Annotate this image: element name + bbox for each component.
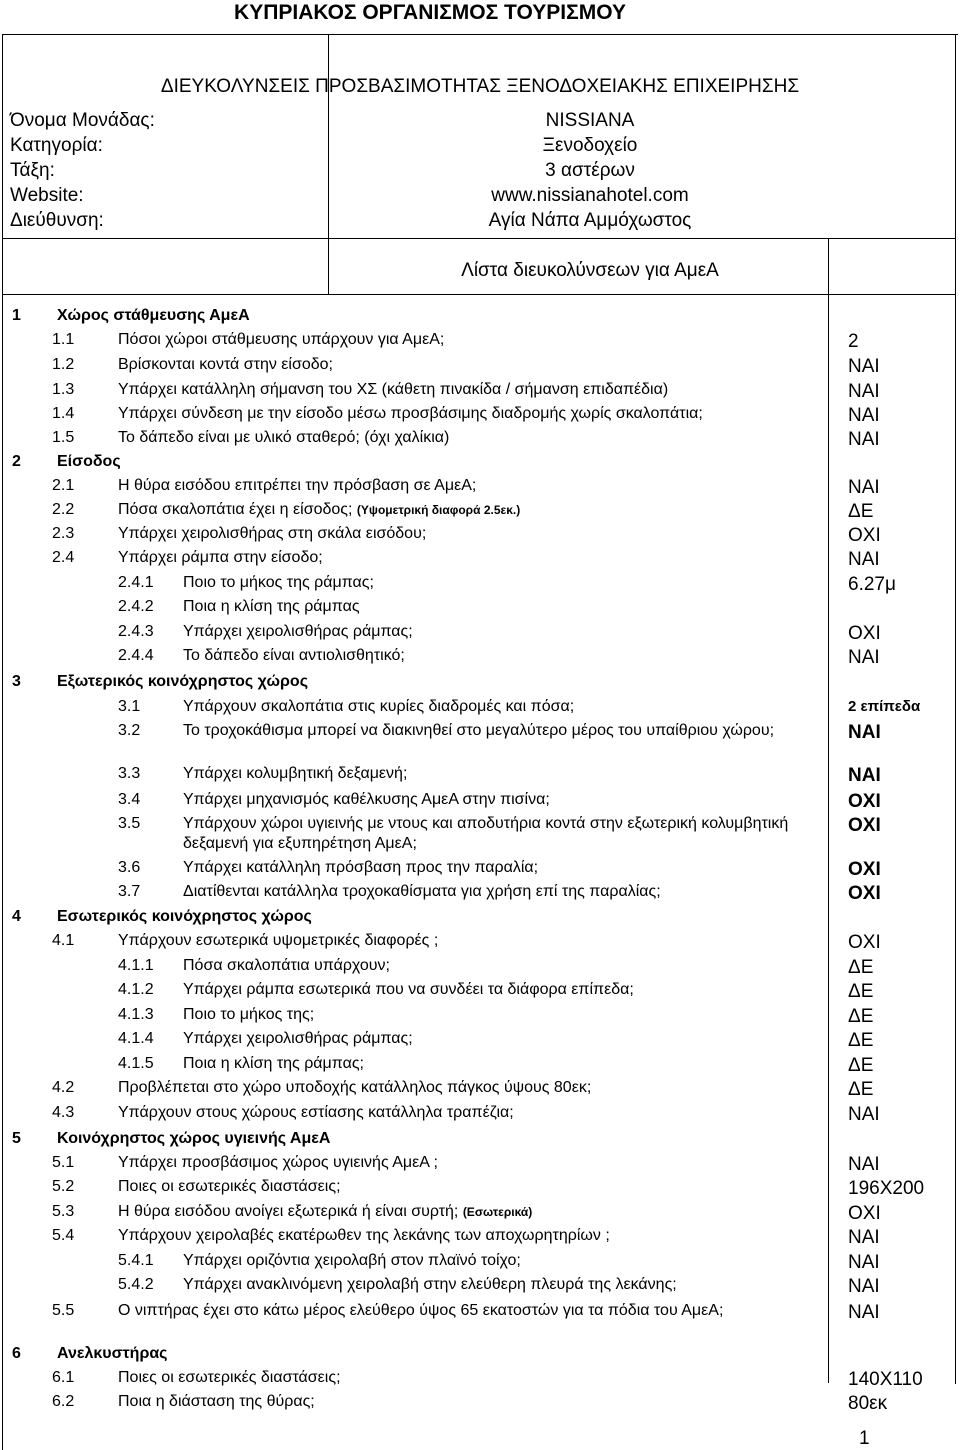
checklist-row (0, 1202, 960, 1226)
checklist-row (0, 1103, 960, 1127)
item-question-text: Το τροχοκάθισμα μπορεί να διακινηθεί στο μεγαλύτερο μέρος του υπαίθριου χώρου; (183, 722, 775, 739)
item-question-text: Ποιες οι εσωτερικές διαστάσεις; (118, 1178, 341, 1195)
item-answer: ΝΑΙ (848, 1252, 880, 1273)
checklist-row (0, 790, 960, 814)
checklist-row (0, 1078, 960, 1102)
checklist-row (0, 672, 960, 696)
item-question (118, 404, 703, 424)
item-question (183, 956, 390, 976)
item-question-text: Βρίσκονται κοντά στην είσοδο; (118, 356, 333, 373)
item-number: 2.1 (52, 477, 75, 494)
checklist-row (0, 697, 960, 721)
item-question (118, 1177, 341, 1197)
item-question (118, 1392, 315, 1412)
item-question (183, 1029, 413, 1049)
item-question-text: Υπάρχει ράμπα στην είσοδο; (118, 549, 323, 566)
checklist-row (0, 500, 960, 524)
document-subtitle: ΔΙΕΥΚΟΛΥΝΣΕΙΣ ΠΡΟΣΒΑΣΙΜΟΤΗΤΑΣ ΞΕΝΟΔΟΧΕΙΑΚΗΣ ΕΠΙΧΕΙΡΗΣΗΣ (160, 76, 800, 97)
item-question (57, 306, 250, 326)
item-answer: ΝΑΙ (848, 765, 881, 786)
item-question (183, 1275, 677, 1295)
item-number: 4.1.2 (118, 981, 154, 998)
item-question-text: Πόσα σκαλοπάτια υπάρχουν; (183, 957, 390, 974)
item-note: (Εσωτερικά) (462, 1205, 533, 1219)
item-question-text: Είσοδος (57, 453, 121, 470)
checklist-row (0, 1226, 960, 1250)
checklist-row (0, 858, 960, 882)
item-number: 4.1.1 (118, 957, 154, 974)
info-label-class: Τάξη: (10, 160, 55, 181)
divider-list-title (2, 294, 956, 295)
item-question-text: Υπάρχει ράμπα εσωτερικά που να συνδέει τα διάφορα επίπεδα; (183, 981, 634, 998)
item-answer: 2 (848, 331, 859, 352)
item-question (118, 355, 333, 375)
item-number: 5.4.1 (118, 1252, 154, 1269)
checklist-row (0, 597, 960, 621)
checklist-row (0, 1392, 960, 1416)
item-answer: ΝΑΙ (848, 647, 880, 668)
item-answer: ΝΑΙ (848, 405, 880, 426)
item-answer: ΝΑΙ (848, 477, 880, 498)
info-value-category: Ξενοδοχείο (542, 135, 638, 156)
item-question-text: Υπάρχουν εσωτερικά υψομετρικές διαφορές ; (118, 932, 439, 949)
item-question (183, 1251, 521, 1271)
item-number: 2.4.2 (118, 598, 154, 615)
item-answer: ΔΕ (848, 1055, 874, 1076)
checklist-row (0, 330, 960, 354)
checklist-row (0, 907, 960, 931)
item-question (183, 1054, 364, 1074)
item-question (183, 646, 405, 666)
item-question-text: Χώρος στάθμευσης ΑμεΑ (57, 307, 250, 324)
item-question (118, 1226, 610, 1246)
info-value-name: NISSIANA (545, 110, 635, 131)
item-answer: ΔΕ (848, 957, 874, 978)
checklist-row (0, 622, 960, 646)
item-answer: ΔΕ (848, 1079, 874, 1100)
item-answer: ΝΑΙ (848, 1276, 880, 1297)
item-question (57, 907, 312, 927)
item-question (118, 1153, 438, 1173)
item-question (118, 1103, 514, 1123)
item-number: 1.4 (52, 405, 75, 422)
checklist-row (0, 1005, 960, 1029)
info-label-address: Διεύθυνση: (10, 210, 104, 231)
item-number: 3.3 (118, 765, 141, 782)
checklist-row (0, 931, 960, 955)
item-question-text: Ποιο το μήκος της; (183, 1006, 315, 1023)
checklist-row (0, 882, 960, 906)
item-answer: ΔΕ (848, 981, 874, 1002)
item-question-text: Υπάρχουν χώροι υγιεινής με ντους και αποδυτήρια κοντά στην εξωτερική κολυμβητική δεξαμενή για εξυπηρέτηση ΑμεΑ; (183, 815, 789, 852)
item-question-text: Η θύρα εισόδου ανοίγει εξωτερικά ή είναι συρτή; (118, 1203, 459, 1220)
item-answer: ΟΧΙ (848, 1203, 881, 1224)
item-question-text: Κοινόχρηστος χώρος υγιεινής ΑμεΑ (57, 1130, 331, 1147)
item-question-text: Πόσα σκαλοπάτια έχει η είσοδος; (118, 501, 353, 518)
item-answer: ΝΑΙ (848, 356, 880, 377)
item-question (118, 931, 438, 951)
item-question-text: Υπάρχει μηχανισμός καθέλκυσης ΑμεΑ στην πισίνα; (183, 791, 550, 808)
item-number: 3.5 (118, 815, 141, 832)
item-question-text: Ποια η κλίση της ράμπας (183, 598, 360, 615)
item-number: 1.2 (52, 356, 75, 373)
item-number: 1.1 (52, 331, 75, 348)
item-number: 4 (12, 908, 21, 925)
item-answer: ΝΑΙ (848, 1227, 880, 1248)
item-answer: ΝΑΙ (848, 1104, 880, 1125)
item-number: 6 (12, 1345, 21, 1362)
item-answer: 2 επίπεδα (848, 698, 921, 715)
item-number: 3.1 (118, 698, 141, 715)
item-question-text: Υπάρχει κολυμβητική δεξαμενή; (183, 765, 408, 782)
item-question-text: Ποιες οι εσωτερικές διαστάσεις; (118, 1369, 341, 1386)
item-question (118, 330, 444, 350)
item-answer: ΟΧΙ (848, 815, 881, 836)
checklist-row (0, 956, 960, 980)
info-label-website: Website: (10, 185, 84, 206)
item-question-text: Υπάρχει χειρολισθήρας ράμπας; (183, 623, 413, 640)
item-number: 2.4 (52, 549, 75, 566)
checklist-row (0, 452, 960, 476)
item-question (183, 790, 550, 810)
page-number: 1 (859, 1428, 870, 1449)
checklist-row (0, 306, 960, 330)
item-question (183, 858, 538, 878)
item-number: 4.1.4 (118, 1030, 154, 1047)
item-question (183, 882, 661, 902)
item-number: 4.1 (52, 932, 75, 949)
item-number: 4.3 (52, 1104, 75, 1121)
item-question-text: Εξωτερικός κοινόχρηστος χώρος (57, 673, 309, 690)
item-question-text: Ποια η διάσταση της θύρας; (118, 1393, 315, 1410)
item-question-text: Πόσοι χώροι στάθμευσης υπάρχουν για ΑμεΑ; (118, 331, 445, 348)
item-answer: 80εκ (848, 1393, 888, 1414)
item-number: 2.2 (52, 501, 75, 518)
item-question-text: Υπάρχει προσβάσιμος χώρος υγιεινής ΑμεΑ ; (118, 1154, 438, 1171)
checklist-row (0, 524, 960, 548)
item-question (118, 524, 426, 544)
item-answer: ΟΧΙ (848, 791, 881, 812)
checklist-row (0, 1275, 960, 1299)
item-question-text: Υπάρχει σύνδεση με την είσοδο μέσω προσβάσιμης διαδρομής χωρίς σκαλοπάτια; (118, 405, 703, 422)
info-value-address: Αγία Νάπα Αμμόχωστος (488, 210, 692, 231)
item-number: 4.1.3 (118, 1006, 154, 1023)
item-answer: ΝΑΙ (848, 1154, 880, 1175)
item-question (183, 573, 374, 593)
checklist-row (0, 380, 960, 404)
checklist-row (0, 721, 960, 745)
item-number: 4.1.5 (118, 1055, 154, 1072)
item-question-text: Υπάρχει κατάλληλη σήμανση του ΧΣ (κάθετη πινακίδα / σήμανση επιδαπέδια) (118, 381, 669, 398)
item-question (183, 1005, 314, 1025)
organization-title: ΚΥΠΡΙΑΚΟΣ ΟΡΓΑΝΙΣΜΟΣ ΤΟΥΡΙΣΜΟΥ (234, 1, 626, 24)
checklist-row (0, 1301, 960, 1325)
item-answer: 196Χ200 (848, 1178, 925, 1199)
item-question (57, 1129, 330, 1149)
info-value-class: 3 αστέρων (545, 160, 635, 181)
item-number: 5.1 (52, 1154, 75, 1171)
item-question-text: Υπάρχει χειρολισθήρας ράμπας; (183, 1030, 413, 1047)
item-question-text: Ποιο το μήκος της ράμπας; (183, 574, 374, 591)
item-question-text: Υπάρχουν χειρολαβές εκατέρωθεν της λεκάνης των αποχωρητηρίων ; (118, 1227, 610, 1244)
item-answer: ΔΕ (848, 1030, 874, 1051)
item-question (183, 622, 413, 642)
item-question (118, 380, 668, 400)
checklist-row (0, 1054, 960, 1078)
checklist-row (0, 1251, 960, 1275)
item-answer: ΟΧΙ (848, 883, 881, 904)
item-question-text: Υπάρχει ανακλινόμενη χειρολαβή στην ελεύθερη πλευρά της λεκάνης; (183, 1276, 677, 1293)
item-number: 3.7 (118, 883, 141, 900)
checklist-row (0, 548, 960, 572)
item-question (183, 764, 407, 784)
item-number: 1 (12, 307, 21, 324)
info-value-website: www.nissianahotel.com (491, 185, 689, 206)
item-question-text: Υπάρχουν σκαλοπάτια στις κυρίες διαδρομές και πόσα; (183, 698, 575, 715)
checklist-row (0, 980, 960, 1004)
item-number: 2.4.1 (118, 574, 154, 591)
item-number: 2.4.4 (118, 647, 154, 664)
checklist-row (0, 476, 960, 500)
item-answer: ΝΑΙ (848, 549, 880, 570)
item-number: 3.4 (118, 791, 141, 808)
checklist-row (0, 1029, 960, 1053)
item-answer: ΝΑΙ (848, 1302, 880, 1323)
item-question (118, 428, 449, 448)
item-question (118, 1078, 591, 1098)
item-question-text: Υπάρχει κατάλληλη πρόσβαση προς την παραλία; (183, 859, 539, 876)
item-question-text: Υπάρχει οριζόντια χειρολαβή στον πλαϊνό τοίχο; (183, 1252, 521, 1269)
list-title: Λίστα διευκολύνσεων για ΑμεΑ (461, 260, 719, 281)
item-answer: 6.27μ (848, 574, 896, 595)
info-label-category: Κατηγορία: (10, 135, 103, 156)
item-question-text: Η θύρα εισόδου επιτρέπει την πρόσβαση σε ΑμεΑ; (118, 477, 477, 494)
item-question (183, 597, 360, 617)
item-question-text: Εσωτερικός κοινόχρηστος χώρος (57, 908, 312, 925)
item-answer: ΝΑΙ (848, 429, 880, 450)
item-question (118, 548, 323, 568)
checklist-row (0, 355, 960, 379)
item-question-text: Υπάρχουν στους χώρους εστίασης κατάλληλα τραπέζια; (118, 1104, 514, 1121)
item-question (57, 452, 121, 472)
item-number: 2.4.3 (118, 623, 154, 640)
item-number: 3.2 (118, 722, 141, 739)
checklist-row (0, 1344, 960, 1368)
item-number: 5.4.2 (118, 1276, 154, 1293)
checklist-row (0, 1177, 960, 1201)
item-answer: ΔΕ (848, 1006, 874, 1027)
item-question-text: Ο νιπτήρας έχει στο κάτω μέρος ελεύθερο ύψος 65 εκατοστών για τα πόδια του ΑμεΑ; (118, 1302, 724, 1319)
item-number: 3 (12, 673, 21, 690)
checklist-row (0, 404, 960, 428)
item-question-text: Ποια η κλίση της ράμπας; (183, 1055, 364, 1072)
item-question-text: Υπάρχει χειρολισθήρας στη σκάλα εισόδου; (118, 525, 427, 542)
item-question-text: Προβλέπεται στο χώρο υποδοχής κατάλληλος πάγκος ύψους 80εκ; (118, 1079, 592, 1096)
item-answer: ΝΑΙ (848, 381, 880, 402)
item-question (118, 1202, 532, 1222)
checklist-row (0, 1153, 960, 1177)
item-question (57, 672, 308, 692)
item-question (118, 500, 520, 520)
item-question (183, 697, 574, 717)
item-number: 5.5 (52, 1302, 75, 1319)
item-number: 1.5 (52, 429, 75, 446)
checklist-row (0, 646, 960, 670)
item-question (118, 476, 476, 496)
item-answer: ΟΧΙ (848, 932, 881, 953)
item-question-text: Το δάπεδο είναι αντιολισθητικό; (183, 647, 405, 664)
item-number: 6.2 (52, 1393, 75, 1410)
item-answer: ΟΧΙ (848, 525, 881, 546)
info-label-name: Όνομα Μονάδας: (10, 110, 155, 131)
item-answer: ΔΕ (848, 501, 874, 522)
item-question (183, 721, 816, 741)
item-answer: ΟΧΙ (848, 623, 881, 644)
item-question-text: Ανελκυστήρας (57, 1345, 168, 1362)
checklist-row (0, 814, 960, 852)
item-note: (Υψομετρική διαφορά 2.5εκ.) (356, 503, 521, 517)
item-number: 2.3 (52, 525, 75, 542)
item-question (118, 1368, 341, 1388)
item-question (57, 1344, 168, 1364)
item-question (118, 1301, 816, 1321)
item-question (183, 980, 634, 1000)
checklist-row (0, 764, 960, 788)
checklist-row (0, 1129, 960, 1153)
item-number: 1.3 (52, 381, 75, 398)
item-number: 5.3 (52, 1203, 75, 1220)
item-number: 5 (12, 1130, 21, 1147)
item-number: 5.4 (52, 1227, 75, 1244)
item-number: 4.2 (52, 1079, 75, 1096)
divider-info (2, 238, 956, 239)
item-number: 3.6 (118, 859, 141, 876)
item-answer: ΟΧΙ (848, 859, 881, 880)
checklist-row (0, 1368, 960, 1392)
item-answer: 140Χ110 (848, 1369, 923, 1390)
item-number: 5.2 (52, 1178, 75, 1195)
item-question-text: Διατίθενται κατάλληλα τροχοκαθίσματα για χρήση επί της παραλίας; (183, 883, 661, 900)
item-number: 2 (12, 453, 21, 470)
item-answer: ΝΑΙ (848, 722, 881, 743)
info-column-line (328, 34, 329, 294)
item-number: 6.1 (52, 1369, 75, 1386)
checklist-row (0, 428, 960, 452)
item-question-text: Το δάπεδο είναι με υλικό σταθερό; (όχι χαλίκια) (118, 429, 450, 446)
item-question (183, 814, 816, 854)
checklist-row (0, 573, 960, 597)
